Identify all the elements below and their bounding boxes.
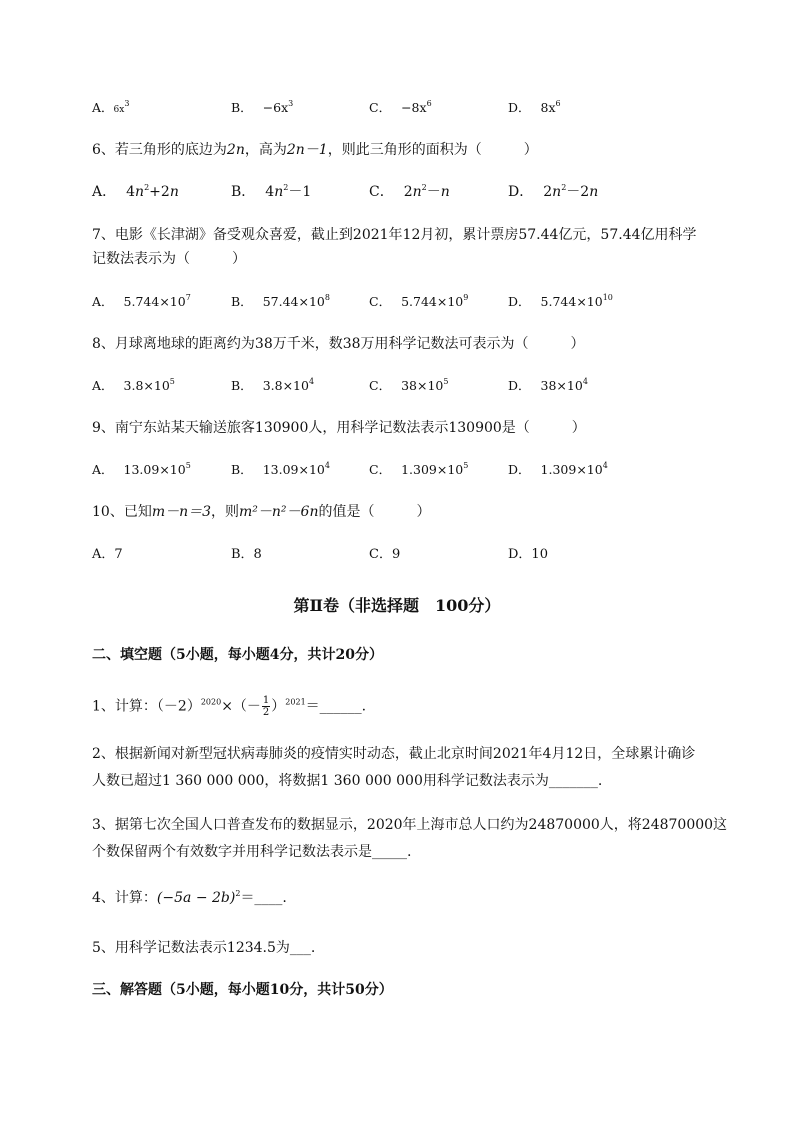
q5-option-d[interactable]: D． $8x^6$ (508, 99, 561, 115)
q10-options (92, 545, 652, 565)
q9-option-b[interactable]: B． $13.09\times 10^4$ (231, 461, 330, 477)
q10-stem: 10、已知m－n＝3，则m²－n²－6n的值是（ ） (92, 504, 431, 520)
q8-option-d[interactable]: D． $38\times 10^4$ (508, 377, 588, 393)
q5-option-c[interactable]: C． $-8x^6$ (369, 99, 432, 115)
q6-options (92, 182, 652, 202)
q9-option-c[interactable]: C． $1.309\times 10^5$ (369, 461, 469, 477)
q7-option-c[interactable]: C． $5.744\times 10^9$ (369, 293, 469, 309)
q7-stem-line2: 记数法表示为（ ） (92, 251, 246, 267)
q8-option-c[interactable]: C． $38\times 10^5$ (369, 377, 449, 393)
q6-option-a[interactable]: A． $4n^2+2n$ (92, 183, 179, 200)
q7-options (92, 292, 652, 312)
q8-option-a[interactable]: A． $3.8\times 10^5$ (92, 377, 175, 393)
q8-option-b[interactable]: B． $3.8\times 10^4$ (231, 377, 315, 393)
q6-option-d[interactable]: D． $2n^2-2n$ (508, 183, 599, 200)
part2-title: 第Ⅱ卷（非选择题 100分） (293, 596, 501, 615)
fill-q2-line2: 人数已超过1 360 000 000，将数据1 360 000 000用科学记数法表示为_______. (92, 773, 603, 789)
q7-option-d[interactable]: D． $5.744\times 10^{10}$ (508, 293, 613, 309)
q10-option-c[interactable]: C．9 (369, 547, 401, 562)
q7-option-a[interactable]: A． $5.744\times 10^7$ (92, 293, 191, 309)
q7-stem-line1: 7、电影《长津湖》备受观众喜爱，截止到2021年12月初，累计票房57.44亿元，57.44亿用科学 (92, 227, 697, 243)
solve-section-heading: 三、解答题（5小题，每小题10分，共计50分） (92, 982, 393, 998)
q5-option-a[interactable]: A．$6x^3$ (92, 99, 130, 115)
fill-q4: 4、计算：$(-5a - 2b)^2=\_\_\_\_$. (92, 889, 287, 906)
q8-options (92, 376, 652, 396)
q5-option-b[interactable]: B． $-6x^3$ (231, 99, 294, 115)
q7-option-b[interactable]: B． $57.44\times 10^8$ (231, 293, 330, 309)
q10-option-a[interactable]: A．7 (92, 547, 123, 562)
fill-q3-line1: 3、据第七次全国人口普查发布的数据显示，2020年上海市总人口约为24870000人，将24870000这 (92, 817, 728, 833)
q9-option-a[interactable]: A． $13.09\times 10^5$ (92, 461, 191, 477)
q5-options (92, 98, 652, 118)
q9-stem: 9、南宁东站某天输送旅客130900人，用科学记数法表示130900是（ ） (92, 420, 586, 436)
q9-option-d[interactable]: D． $1.309\times 10^4$ (508, 461, 608, 477)
fill-q2-line1: 2、根据新闻对新型冠状病毒肺炎的疫情实时动态，截止北京时间2021年4月12日，全球累计确诊 (92, 746, 696, 762)
q6-stem: 6、若三角形的底边为2n，高为2n－1，则此三角形的面积为（ ） (92, 142, 538, 158)
q9-options (92, 460, 652, 480)
fraction-one-half: $\frac{1}{2}$ (262, 695, 270, 718)
q6-option-c[interactable]: C． $2n^2-n$ (369, 183, 450, 200)
q8-stem: 8、月球离地球的距离约为38万千米，数38万用科学记数法可表示为（ ） (92, 336, 585, 352)
q6-option-b[interactable]: B． $4n^2-1$ (231, 183, 312, 200)
fill-q5: 5、用科学记数法表示1234.5为___. (92, 940, 316, 956)
fill-q3-line2: 个数保留两个有效数字并用科学记数法表示是_____. (92, 844, 412, 860)
q10-option-b[interactable]: B．8 (231, 547, 262, 562)
fill-q1: 1、计算：$(-2)^{2020}\times(-$ $\frac{1}{2}$ ）$^{2021}$＝______. (92, 695, 367, 718)
q10-option-d[interactable]: D．10 (508, 547, 548, 562)
fill-section-heading: 二、填空题（5小题，每小题4分，共计20分） (92, 647, 383, 663)
